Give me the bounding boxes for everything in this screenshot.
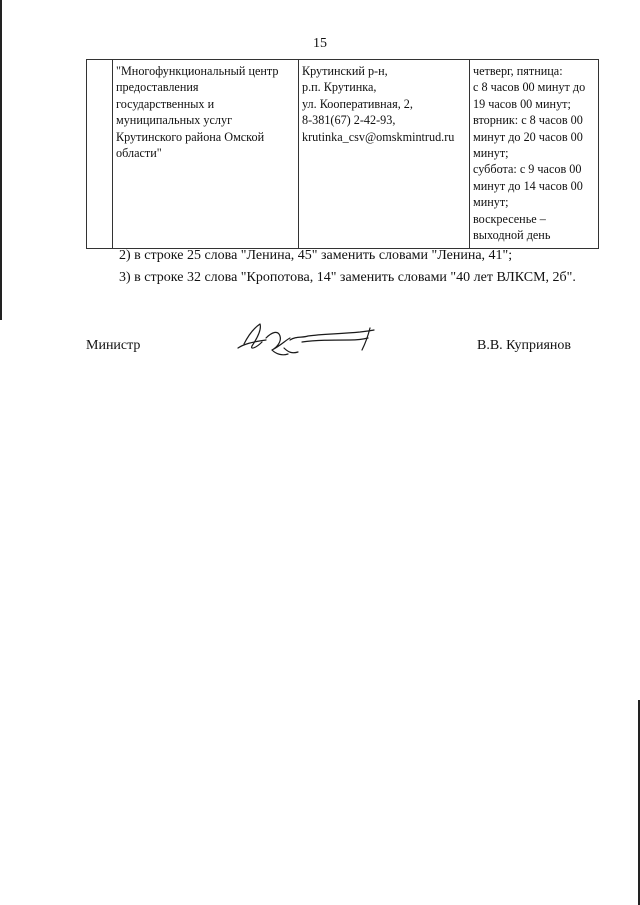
address-line: Крутинский р-н, (302, 64, 388, 78)
page-number: 15 (313, 36, 327, 51)
organization-line: предоставления (116, 80, 199, 95)
address-cell (299, 60, 470, 249)
address-line: р.п. Крутинка, (302, 80, 377, 95)
signatory-title: Министр (86, 338, 141, 353)
schedule-line: 19 часов 00 минут; (473, 96, 571, 111)
schedule-line: минут; (473, 146, 509, 161)
organizations-table (86, 59, 599, 249)
table-row (87, 60, 599, 249)
schedule-line: минут до 20 часов 00 (473, 129, 583, 144)
schedule-line: выходной день (473, 228, 551, 243)
email-line: krutinka_csv@omskmintrud.ru (302, 129, 455, 144)
schedule-cell (470, 60, 599, 249)
address-line: ул. Кооперативная, 2, (302, 96, 413, 111)
organization-cell (113, 60, 299, 249)
organization-line: муниципальных услуг (116, 113, 233, 128)
organization-line: Крутинского района Омской (116, 129, 265, 144)
schedule-line: четверг, пятница: (473, 64, 563, 78)
schedule-line: минут до 14 часов 00 (473, 178, 583, 193)
handwritten-signature-icon (232, 318, 382, 360)
organization-line: области" (116, 146, 162, 161)
address-line: 8-381(67) 2-42-93, (302, 113, 396, 128)
schedule-line: вторник: с 8 часов 00 (473, 113, 583, 128)
organization-line: государственных и (116, 96, 215, 111)
amendment-item-3: 3) в строке 32 слова "Кропотова, 14" заменить словами "40 лет ВЛКСМ, 2б". (119, 270, 576, 285)
schedule-line: минут; (473, 195, 509, 210)
schedule-line: суббота: с 9 часов 00 (473, 162, 582, 177)
row-number-cell (87, 60, 113, 249)
amendment-item-2: 2) в строке 25 слова "Ленина, 45" заменить словами "Ленина, 41"; (119, 248, 513, 263)
organization-line: "Многофункциональный центр (116, 64, 279, 78)
schedule-line: воскресенье – (473, 211, 546, 226)
signatory-name: В.В. Куприянов (477, 338, 571, 353)
schedule-line: с 8 часов 00 минут до (473, 80, 586, 95)
